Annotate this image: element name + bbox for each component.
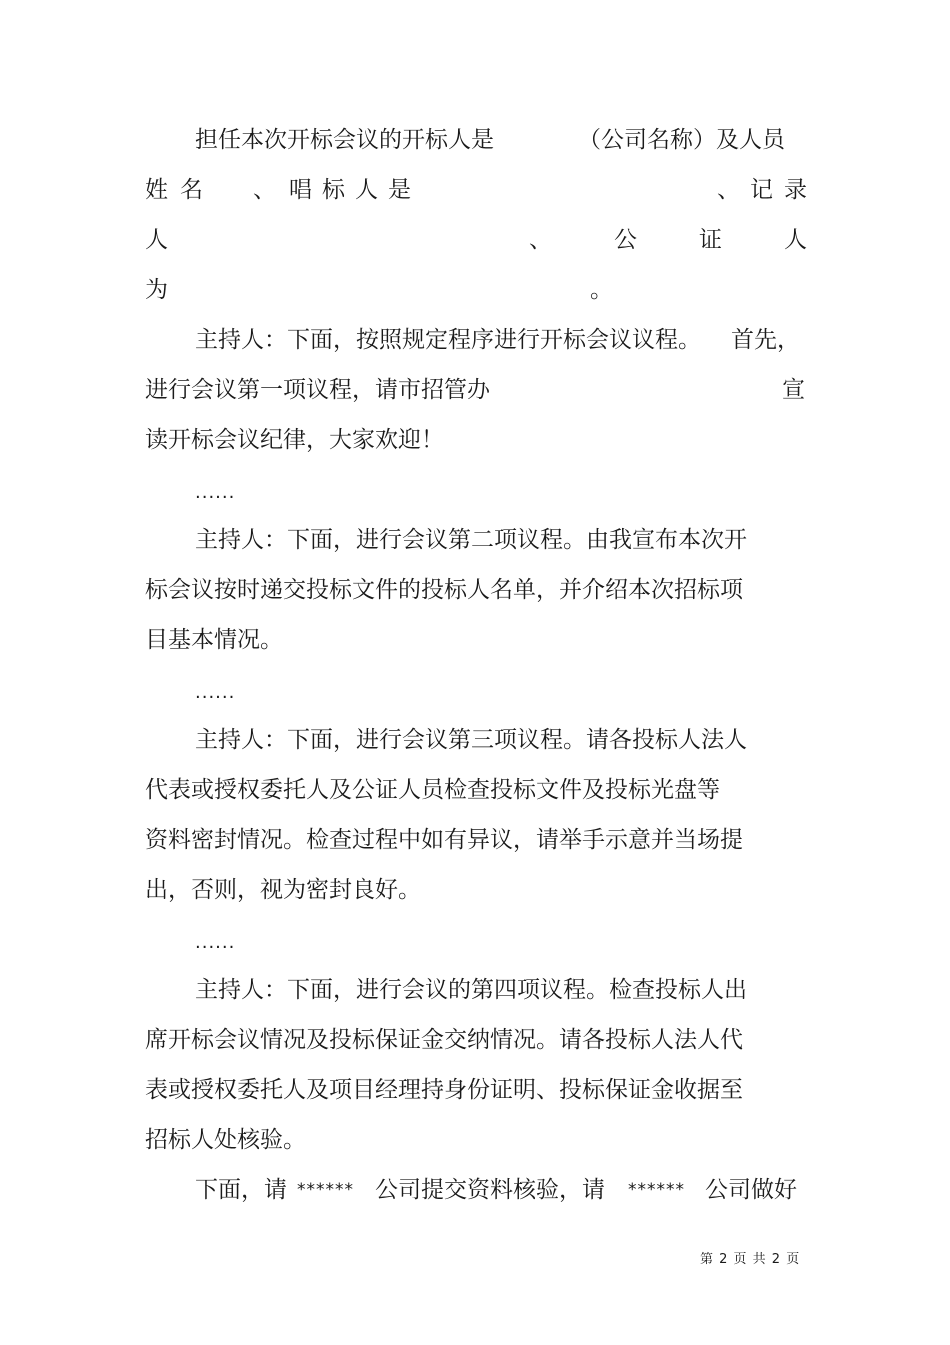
- paragraph2-line1: [195, 325, 807, 355]
- paragraph5-line1: 主持人：下面，进行会议的第四项议程。检查投标人出: [195, 977, 747, 1003]
- paragraph3-line2: 标会议按时递交投标文件的投标人名单，并介绍本次招标项: [145, 577, 743, 603]
- redacted-name-2: ******: [628, 1180, 685, 1200]
- text-char: 名: [180, 177, 203, 203]
- paragraph1-line3: [145, 225, 807, 255]
- text-char: 唱: [289, 177, 312, 203]
- text-char: 、: [717, 177, 740, 203]
- redacted-name-1: ******: [297, 1180, 354, 1200]
- paragraph6-line1: [195, 1175, 807, 1205]
- paragraph2-line3: 读开标会议纪律，大家欢迎！: [145, 427, 444, 453]
- paragraph1-line2: [145, 175, 807, 205]
- text-char: 人: [784, 227, 807, 253]
- paragraph1-line1: [195, 125, 807, 155]
- text-char: 人: [145, 227, 168, 253]
- paragraph5-line2: 席开标会议情况及投标保证金交纳情况。请各投标人法人代: [145, 1027, 743, 1053]
- paragraph4-line2: 代表或授权委托人及公证人员检查投标文件及投标光盘等: [145, 777, 720, 803]
- page-number-footer: 第 2 页 共 2 页: [700, 1252, 800, 1267]
- text-char: 记: [750, 177, 773, 203]
- paragraph4-line1: 主持人：下面，进行会议第三项议程。请各投标人法人: [195, 727, 747, 753]
- text-char: 证: [699, 227, 722, 253]
- text-char: 是: [388, 177, 411, 203]
- ellipsis-2: ......: [195, 682, 236, 703]
- paragraph1-line4-part1: 为: [145, 277, 168, 303]
- paragraph6-part1: 下面，请: [195, 1177, 287, 1203]
- paragraph3-line3: 目基本情况。: [145, 627, 283, 653]
- paragraph2-line1-part1: 主持人：下面，按照规定程序进行开标会议议程。: [195, 327, 701, 353]
- paragraph2-line2: [145, 375, 807, 405]
- paragraph5-line4: 招标人处核验。: [145, 1127, 306, 1153]
- text-char: 、: [529, 227, 552, 253]
- paragraph1-line1-part1: 担任本次开标会议的开标人是: [195, 127, 494, 153]
- paragraph2-line2-part1: 进行会议第一项议程，请市招管办: [145, 377, 490, 403]
- paragraph6-part2: 公司提交资料核验，请: [375, 1177, 605, 1203]
- paragraph6-part3: 公司做好: [705, 1177, 797, 1203]
- text-char: 姓: [145, 177, 168, 203]
- paragraph1-line1-part2: （公司名称）及人员: [578, 127, 785, 153]
- paragraph3-line1: 主持人：下面，进行会议第二项议程。由我宣布本次开: [195, 527, 747, 553]
- text-char: 录: [784, 177, 807, 203]
- paragraph1-line4-part2: 。: [590, 277, 613, 303]
- paragraph4-line3: 资料密封情况。检查过程中如有异议，请举手示意并当场提: [145, 827, 743, 853]
- paragraph2-line1-part2: 首先，: [731, 327, 800, 353]
- ellipsis-1: ......: [195, 482, 236, 503]
- paragraph4-line4: 出，否则，视为密封良好。: [145, 877, 421, 903]
- paragraph2-line2-part2: 宣: [782, 377, 805, 403]
- paragraph5-line3: 表或授权委托人及项目经理持身份证明、投标保证金收据至: [145, 1077, 743, 1103]
- text-char: 人: [355, 177, 378, 203]
- ellipsis-3: ......: [195, 932, 236, 953]
- text-char: 、: [253, 177, 276, 203]
- paragraph1-line4: [145, 275, 807, 305]
- text-char: 公: [614, 227, 637, 253]
- text-char: 标: [322, 177, 345, 203]
